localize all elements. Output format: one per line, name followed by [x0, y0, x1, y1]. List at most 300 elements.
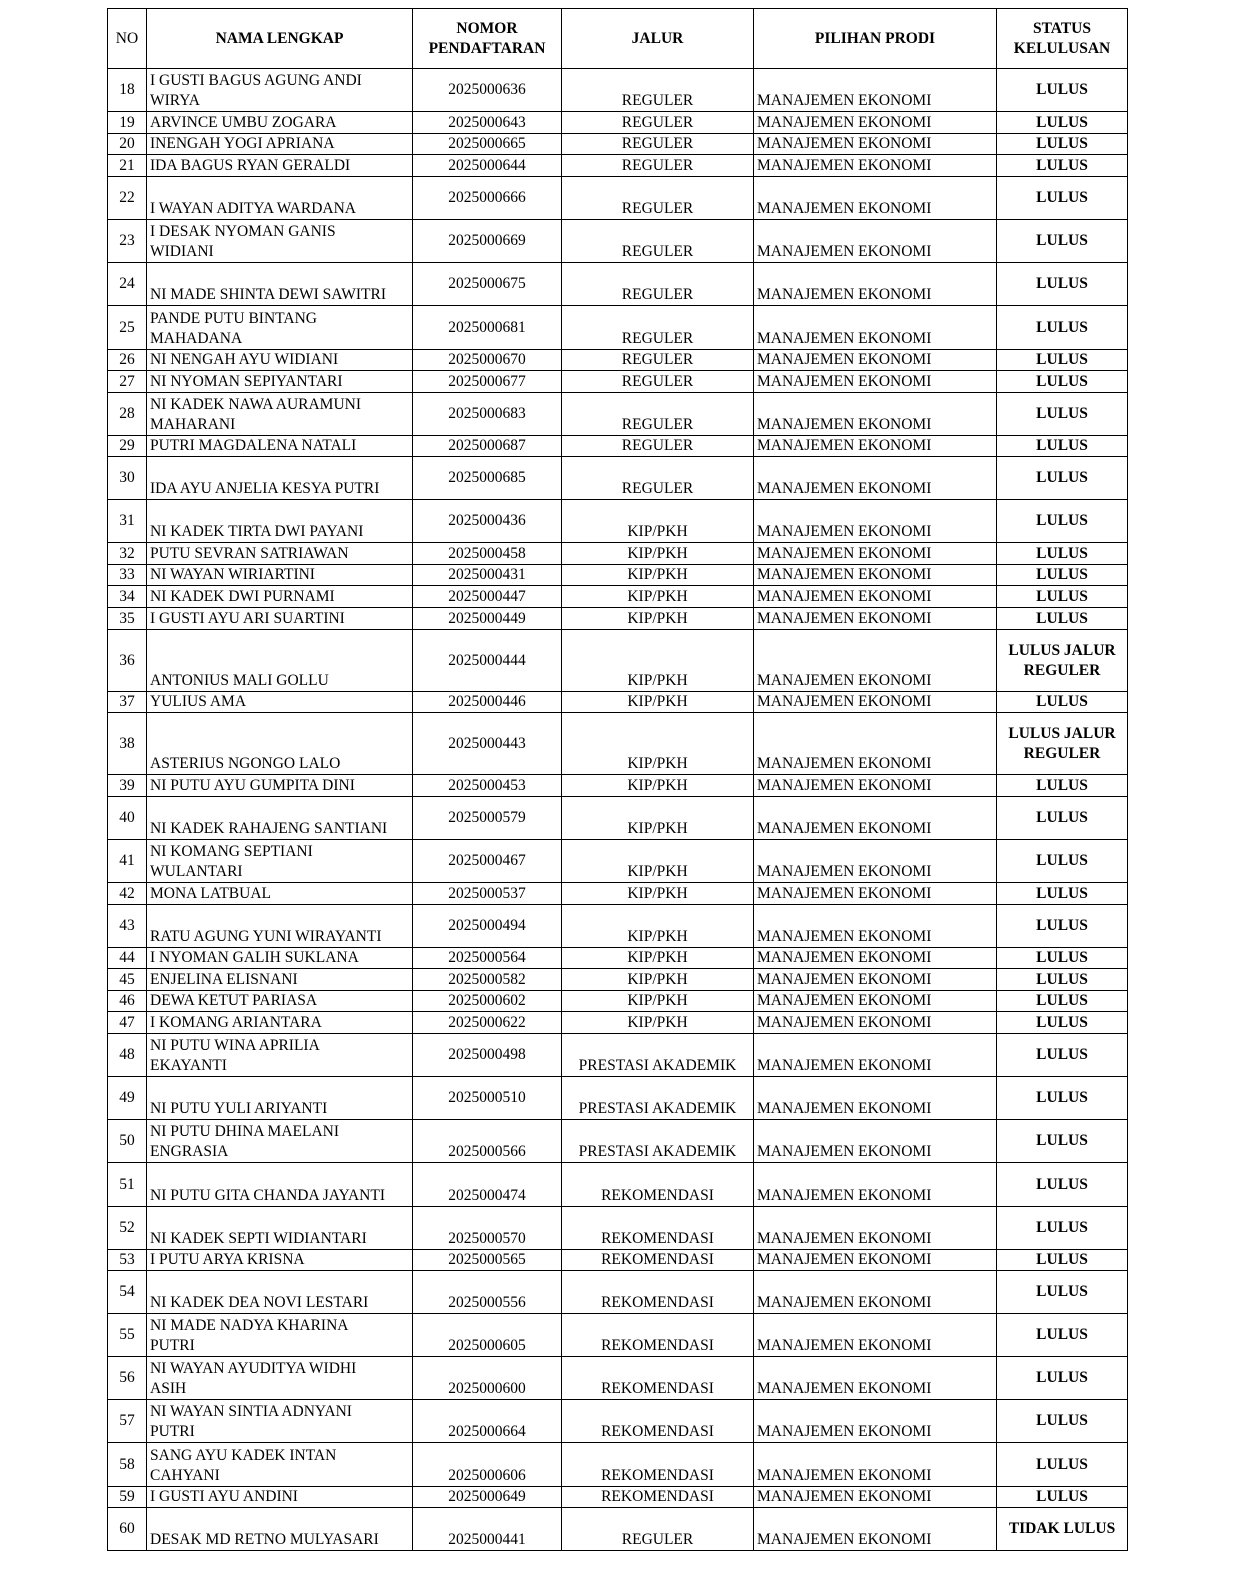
- registration-number: 2025000474: [413, 1163, 562, 1207]
- study-program: MANAJEMEN EKONOMI: [754, 883, 997, 905]
- admission-track: REGULER: [562, 155, 754, 177]
- admission-track: KIP/PKH: [562, 969, 754, 991]
- study-program: MANAJEMEN EKONOMI: [754, 177, 997, 220]
- table-row: [108, 393, 1128, 436]
- graduation-status: LULUS: [997, 306, 1128, 350]
- table-row: [108, 991, 1128, 1012]
- student-name: NI KADEK SEPTI WIDIANTARI: [147, 1207, 413, 1250]
- table-row: [108, 543, 1128, 565]
- student-name: I PUTU ARYA KRISNA: [147, 1250, 413, 1271]
- admission-track: REKOMENDASI: [562, 1271, 754, 1314]
- registration-number: 2025000685: [413, 457, 562, 500]
- table-row: [108, 1207, 1128, 1250]
- study-program: MANAJEMEN EKONOMI: [754, 797, 997, 840]
- student-name: DEWA KETUT PARIASA: [147, 991, 413, 1012]
- registration-number: 2025000449: [413, 608, 562, 630]
- table-row: [108, 220, 1128, 263]
- registration-number: 2025000622: [413, 1012, 562, 1034]
- student-name: ANTONIUS MALI GOLLU: [147, 630, 413, 692]
- admission-track: PRESTASI AKADEMIK: [562, 1034, 754, 1077]
- study-program: MANAJEMEN EKONOMI: [754, 1034, 997, 1077]
- student-name: INENGAH YOGI APRIANA: [147, 134, 413, 155]
- graduation-status: LULUS: [997, 1120, 1128, 1163]
- graduation-status: LULUS: [997, 969, 1128, 991]
- table-row: [108, 1077, 1128, 1120]
- table-row: [108, 1357, 1128, 1400]
- admission-track: KIP/PKH: [562, 500, 754, 543]
- student-name: NI PUTU WINA APRILIA EKAYANTI: [147, 1034, 413, 1077]
- admission-track: PRESTASI AKADEMIK: [562, 1120, 754, 1163]
- admission-track: REKOMENDASI: [562, 1207, 754, 1250]
- registration-number: 2025000670: [413, 350, 562, 371]
- graduation-status: LULUS JALUR REGULER: [997, 630, 1128, 692]
- admission-track: KIP/PKH: [562, 713, 754, 775]
- table-row: [108, 586, 1128, 608]
- admission-track: KIP/PKH: [562, 565, 754, 586]
- study-program: MANAJEMEN EKONOMI: [754, 1163, 997, 1207]
- registration-number: 2025000606: [413, 1443, 562, 1487]
- registration-number: 2025000649: [413, 1487, 562, 1508]
- study-program: MANAJEMEN EKONOMI: [754, 1077, 997, 1120]
- study-program: MANAJEMEN EKONOMI: [754, 263, 997, 306]
- graduation-status: LULUS: [997, 177, 1128, 220]
- registration-number: 2025000458: [413, 543, 562, 565]
- table-row: [108, 1314, 1128, 1357]
- registration-number: 2025000441: [413, 1508, 562, 1551]
- student-name: IDA AYU ANJELIA KESYA PUTRI: [147, 457, 413, 500]
- student-name: I GUSTI BAGUS AGUNG ANDI WIRYA: [147, 69, 413, 112]
- admission-track: REGULER: [562, 393, 754, 436]
- registration-number: 2025000636: [413, 69, 562, 112]
- study-program: MANAJEMEN EKONOMI: [754, 991, 997, 1012]
- student-name: NI KOMANG SEPTIANI WULANTARI: [147, 840, 413, 883]
- table-row: [108, 457, 1128, 500]
- admission-track: REGULER: [562, 371, 754, 393]
- admission-track: KIP/PKH: [562, 608, 754, 630]
- row-number: 33: [108, 565, 147, 586]
- admission-track: REGULER: [562, 436, 754, 457]
- results-sheet: [107, 8, 1127, 1551]
- table-row: [108, 69, 1128, 112]
- row-number: 27: [108, 371, 147, 393]
- study-program: MANAJEMEN EKONOMI: [754, 1250, 997, 1271]
- registration-number: 2025000683: [413, 393, 562, 436]
- graduation-status: LULUS: [997, 586, 1128, 608]
- registration-number: 2025000467: [413, 840, 562, 883]
- row-number: 37: [108, 692, 147, 713]
- student-name: PANDE PUTU BINTANG MAHADANA: [147, 306, 413, 350]
- student-name: I GUSTI AYU ARI SUARTINI: [147, 608, 413, 630]
- graduation-status: LULUS: [997, 500, 1128, 543]
- graduation-status: LULUS: [997, 371, 1128, 393]
- study-program: MANAJEMEN EKONOMI: [754, 1314, 997, 1357]
- row-number: 42: [108, 883, 147, 905]
- row-number: 47: [108, 1012, 147, 1034]
- student-name: YULIUS AMA: [147, 692, 413, 713]
- table-row: [108, 350, 1128, 371]
- study-program: MANAJEMEN EKONOMI: [754, 586, 997, 608]
- graduation-status: LULUS: [997, 840, 1128, 883]
- table-header: [108, 9, 1128, 69]
- admission-track: REGULER: [562, 306, 754, 350]
- student-name: ASTERIUS NGONGO LALO: [147, 713, 413, 775]
- table-row: [108, 1163, 1128, 1207]
- graduation-status: LULUS: [997, 948, 1128, 969]
- registration-number: 2025000669: [413, 220, 562, 263]
- admission-track: REKOMENDASI: [562, 1357, 754, 1400]
- admission-track: REGULER: [562, 69, 754, 112]
- row-number: 53: [108, 1250, 147, 1271]
- row-number: 56: [108, 1357, 147, 1400]
- study-program: MANAJEMEN EKONOMI: [754, 1357, 997, 1400]
- study-program: MANAJEMEN EKONOMI: [754, 969, 997, 991]
- registration-number: 2025000537: [413, 883, 562, 905]
- graduation-status: LULUS: [997, 905, 1128, 948]
- student-name: I GUSTI AYU ANDINI: [147, 1487, 413, 1508]
- student-name: ENJELINA ELISNANI: [147, 969, 413, 991]
- row-number: 21: [108, 155, 147, 177]
- study-program: MANAJEMEN EKONOMI: [754, 155, 997, 177]
- study-program: MANAJEMEN EKONOMI: [754, 371, 997, 393]
- table-row: [108, 306, 1128, 350]
- graduation-status: LULUS: [997, 155, 1128, 177]
- table-row: [108, 1271, 1128, 1314]
- student-name: NI KADEK TIRTA DWI PAYANI: [147, 500, 413, 543]
- registration-number: 2025000556: [413, 1271, 562, 1314]
- admission-track: PRESTASI AKADEMIK: [562, 1077, 754, 1120]
- table-row: [108, 1012, 1128, 1034]
- graduation-status: LULUS: [997, 457, 1128, 500]
- student-name: PUTU SEVRAN SATRIAWAN: [147, 543, 413, 565]
- row-number: 44: [108, 948, 147, 969]
- admission-track: REGULER: [562, 457, 754, 500]
- admission-track: REGULER: [562, 177, 754, 220]
- admission-track: REKOMENDASI: [562, 1443, 754, 1487]
- registration-number: 2025000566: [413, 1120, 562, 1163]
- admission-track: KIP/PKH: [562, 948, 754, 969]
- study-program: MANAJEMEN EKONOMI: [754, 608, 997, 630]
- row-number: 31: [108, 500, 147, 543]
- admission-track: KIP/PKH: [562, 630, 754, 692]
- admission-track: REGULER: [562, 134, 754, 155]
- table-row: [108, 1508, 1128, 1551]
- graduation-status: LULUS: [997, 1357, 1128, 1400]
- row-number: 36: [108, 630, 147, 692]
- row-number: 19: [108, 112, 147, 134]
- graduation-status: LULUS: [997, 1271, 1128, 1314]
- table-row: [108, 948, 1128, 969]
- admission-track: REGULER: [562, 350, 754, 371]
- row-number: 23: [108, 220, 147, 263]
- graduation-status: LULUS JALUR REGULER: [997, 713, 1128, 775]
- graduation-status: LULUS: [997, 1314, 1128, 1357]
- study-program: MANAJEMEN EKONOMI: [754, 775, 997, 797]
- study-program: MANAJEMEN EKONOMI: [754, 1487, 997, 1508]
- study-program: MANAJEMEN EKONOMI: [754, 543, 997, 565]
- table-row: [108, 797, 1128, 840]
- student-name: I NYOMAN GALIH SUKLANA: [147, 948, 413, 969]
- row-number: 58: [108, 1443, 147, 1487]
- table-row: [108, 1250, 1128, 1271]
- graduation-status: LULUS: [997, 565, 1128, 586]
- study-program: MANAJEMEN EKONOMI: [754, 1443, 997, 1487]
- row-number: 30: [108, 457, 147, 500]
- row-number: 32: [108, 543, 147, 565]
- registration-number: 2025000494: [413, 905, 562, 948]
- admission-track: REKOMENDASI: [562, 1400, 754, 1443]
- graduation-status: LULUS: [997, 112, 1128, 134]
- registration-number: 2025000644: [413, 155, 562, 177]
- table-row: [108, 840, 1128, 883]
- table-row: [108, 692, 1128, 713]
- table-row: [108, 436, 1128, 457]
- table-row: [108, 134, 1128, 155]
- table-row: [108, 1487, 1128, 1508]
- graduation-status: LULUS: [997, 436, 1128, 457]
- student-name: NI KADEK DWI PURNAMI: [147, 586, 413, 608]
- row-number: 48: [108, 1034, 147, 1077]
- graduation-status: LULUS: [997, 393, 1128, 436]
- graduation-status: LULUS: [997, 883, 1128, 905]
- registration-number: 2025000498: [413, 1034, 562, 1077]
- admission-track: REGULER: [562, 220, 754, 263]
- row-number: 46: [108, 991, 147, 1012]
- graduation-status: LULUS: [997, 1207, 1128, 1250]
- registration-number: 2025000643: [413, 112, 562, 134]
- graduation-status: LULUS: [997, 543, 1128, 565]
- row-number: 39: [108, 775, 147, 797]
- row-number: 18: [108, 69, 147, 112]
- registration-number: 2025000564: [413, 948, 562, 969]
- admission-track: KIP/PKH: [562, 797, 754, 840]
- registration-number: 2025000431: [413, 565, 562, 586]
- student-name: DESAK MD RETNO MULYASARI: [147, 1508, 413, 1551]
- graduation-status: LULUS: [997, 350, 1128, 371]
- study-program: MANAJEMEN EKONOMI: [754, 948, 997, 969]
- student-name: SANG AYU KADEK INTAN CAHYANI: [147, 1443, 413, 1487]
- student-name: I DESAK NYOMAN GANIS WIDIANI: [147, 220, 413, 263]
- row-number: 54: [108, 1271, 147, 1314]
- student-name: RATU AGUNG YUNI WIRAYANTI: [147, 905, 413, 948]
- admission-track: REGULER: [562, 112, 754, 134]
- study-program: MANAJEMEN EKONOMI: [754, 457, 997, 500]
- study-program: MANAJEMEN EKONOMI: [754, 840, 997, 883]
- row-number: 57: [108, 1400, 147, 1443]
- table-row: [108, 608, 1128, 630]
- student-name: NI MADE NADYA KHARINA PUTRI: [147, 1314, 413, 1357]
- registration-number: 2025000665: [413, 134, 562, 155]
- study-program: MANAJEMEN EKONOMI: [754, 306, 997, 350]
- graduation-status: LULUS: [997, 692, 1128, 713]
- registration-number: 2025000446: [413, 692, 562, 713]
- graduation-status: LULUS: [997, 263, 1128, 306]
- admission-track: REKOMENDASI: [562, 1314, 754, 1357]
- row-number: 34: [108, 586, 147, 608]
- student-name: NI NYOMAN SEPIYANTARI: [147, 371, 413, 393]
- admission-track: KIP/PKH: [562, 543, 754, 565]
- study-program: MANAJEMEN EKONOMI: [754, 134, 997, 155]
- row-number: 20: [108, 134, 147, 155]
- admission-track: KIP/PKH: [562, 1012, 754, 1034]
- row-number: 52: [108, 1207, 147, 1250]
- graduation-status: LULUS: [997, 134, 1128, 155]
- row-number: 26: [108, 350, 147, 371]
- row-number: 35: [108, 608, 147, 630]
- student-name: I KOMANG ARIANTARA: [147, 1012, 413, 1034]
- table-row: [108, 177, 1128, 220]
- graduation-status: LULUS: [997, 1163, 1128, 1207]
- admission-track: REKOMENDASI: [562, 1163, 754, 1207]
- admission-track: KIP/PKH: [562, 883, 754, 905]
- study-program: MANAJEMEN EKONOMI: [754, 350, 997, 371]
- header-nomor: NOMOR PENDAFTARAN: [413, 9, 562, 69]
- study-program: MANAJEMEN EKONOMI: [754, 393, 997, 436]
- study-program: MANAJEMEN EKONOMI: [754, 1120, 997, 1163]
- study-program: MANAJEMEN EKONOMI: [754, 500, 997, 543]
- graduation-status: LULUS: [997, 775, 1128, 797]
- table-row: [108, 1400, 1128, 1443]
- row-number: 24: [108, 263, 147, 306]
- row-number: 41: [108, 840, 147, 883]
- registration-number: 2025000677: [413, 371, 562, 393]
- registration-number: 2025000436: [413, 500, 562, 543]
- admission-track: REKOMENDASI: [562, 1250, 754, 1271]
- graduation-status: LULUS: [997, 1250, 1128, 1271]
- study-program: MANAJEMEN EKONOMI: [754, 1012, 997, 1034]
- graduation-status: LULUS: [997, 1034, 1128, 1077]
- study-program: MANAJEMEN EKONOMI: [754, 436, 997, 457]
- registration-number: 2025000453: [413, 775, 562, 797]
- table-row: [108, 1443, 1128, 1487]
- graduation-status: LULUS: [997, 69, 1128, 112]
- study-program: MANAJEMEN EKONOMI: [754, 565, 997, 586]
- table-row: [108, 500, 1128, 543]
- student-name: NI PUTU YULI ARIYANTI: [147, 1077, 413, 1120]
- registration-number: 2025000602: [413, 991, 562, 1012]
- admission-track: KIP/PKH: [562, 692, 754, 713]
- study-program: MANAJEMEN EKONOMI: [754, 69, 997, 112]
- table-row: [108, 1034, 1128, 1077]
- row-number: 22: [108, 177, 147, 220]
- graduation-table: [107, 8, 1128, 1551]
- admission-track: REKOMENDASI: [562, 1487, 754, 1508]
- student-name: NI PUTU DHINA MAELANI ENGRASIA: [147, 1120, 413, 1163]
- row-number: 45: [108, 969, 147, 991]
- registration-number: 2025000443: [413, 713, 562, 775]
- row-number: 25: [108, 306, 147, 350]
- header-jalur: JALUR: [562, 9, 754, 69]
- table-row: [108, 112, 1128, 134]
- graduation-status: LULUS: [997, 608, 1128, 630]
- registration-number: 2025000444: [413, 630, 562, 692]
- student-name: ARVINCE UMBU ZOGARA: [147, 112, 413, 134]
- row-number: 59: [108, 1487, 147, 1508]
- admission-track: KIP/PKH: [562, 840, 754, 883]
- admission-track: KIP/PKH: [562, 991, 754, 1012]
- student-name: NI NENGAH AYU WIDIANI: [147, 350, 413, 371]
- study-program: MANAJEMEN EKONOMI: [754, 630, 997, 692]
- table-row: [108, 263, 1128, 306]
- graduation-status: LULUS: [997, 1077, 1128, 1120]
- registration-number: 2025000687: [413, 436, 562, 457]
- student-name: MONA LATBUAL: [147, 883, 413, 905]
- registration-number: 2025000582: [413, 969, 562, 991]
- study-program: MANAJEMEN EKONOMI: [754, 112, 997, 134]
- row-number: 29: [108, 436, 147, 457]
- student-name: NI MADE SHINTA DEWI SAWITRI: [147, 263, 413, 306]
- table-row: [108, 969, 1128, 991]
- table-row: [108, 905, 1128, 948]
- header-no: NO: [108, 9, 147, 69]
- row-number: 51: [108, 1163, 147, 1207]
- study-program: MANAJEMEN EKONOMI: [754, 713, 997, 775]
- table-row: [108, 1120, 1128, 1163]
- student-name: NI KADEK DEA NOVI LESTARI: [147, 1271, 413, 1314]
- admission-track: REGULER: [562, 263, 754, 306]
- registration-number: 2025000570: [413, 1207, 562, 1250]
- header-prodi: PILIHAN PRODI: [754, 9, 997, 69]
- admission-track: KIP/PKH: [562, 775, 754, 797]
- table-row: [108, 565, 1128, 586]
- registration-number: 2025000666: [413, 177, 562, 220]
- student-name: I WAYAN ADITYA WARDANA: [147, 177, 413, 220]
- graduation-status: LULUS: [997, 1487, 1128, 1508]
- row-number: 49: [108, 1077, 147, 1120]
- student-name: PUTRI MAGDALENA NATALI: [147, 436, 413, 457]
- registration-number: 2025000681: [413, 306, 562, 350]
- graduation-status: LULUS: [997, 220, 1128, 263]
- registration-number: 2025000447: [413, 586, 562, 608]
- student-name: NI PUTU GITA CHANDA JAYANTI: [147, 1163, 413, 1207]
- table-row: [108, 371, 1128, 393]
- student-name: NI WAYAN WIRIARTINI: [147, 565, 413, 586]
- row-number: 38: [108, 713, 147, 775]
- row-number: 43: [108, 905, 147, 948]
- registration-number: 2025000510: [413, 1077, 562, 1120]
- admission-track: REGULER: [562, 1508, 754, 1551]
- registration-number: 2025000664: [413, 1400, 562, 1443]
- student-name: NI WAYAN SINTIA ADNYANI PUTRI: [147, 1400, 413, 1443]
- registration-number: 2025000605: [413, 1314, 562, 1357]
- admission-track: KIP/PKH: [562, 905, 754, 948]
- row-number: 60: [108, 1508, 147, 1551]
- header-name: NAMA LENGKAP: [147, 9, 413, 69]
- row-number: 55: [108, 1314, 147, 1357]
- student-name: NI WAYAN AYUDITYA WIDHI ASIH: [147, 1357, 413, 1400]
- header-status: STATUS KELULUSAN: [997, 9, 1128, 69]
- study-program: MANAJEMEN EKONOMI: [754, 1400, 997, 1443]
- student-name: NI KADEK NAWA AURAMUNI MAHARANI: [147, 393, 413, 436]
- student-name: NI KADEK RAHAJENG SANTIANI: [147, 797, 413, 840]
- table-row: [108, 883, 1128, 905]
- student-name: IDA BAGUS RYAN GERALDI: [147, 155, 413, 177]
- study-program: MANAJEMEN EKONOMI: [754, 1271, 997, 1314]
- registration-number: 2025000600: [413, 1357, 562, 1400]
- study-program: MANAJEMEN EKONOMI: [754, 220, 997, 263]
- table-body: [108, 69, 1128, 1551]
- row-number: 40: [108, 797, 147, 840]
- graduation-status: LULUS: [997, 991, 1128, 1012]
- table-row: [108, 630, 1128, 692]
- row-number: 50: [108, 1120, 147, 1163]
- graduation-status: TIDAK LULUS: [997, 1508, 1128, 1551]
- graduation-status: LULUS: [997, 1443, 1128, 1487]
- table-row: [108, 713, 1128, 775]
- graduation-status: LULUS: [997, 1400, 1128, 1443]
- registration-number: 2025000675: [413, 263, 562, 306]
- table-row: [108, 155, 1128, 177]
- row-number: 28: [108, 393, 147, 436]
